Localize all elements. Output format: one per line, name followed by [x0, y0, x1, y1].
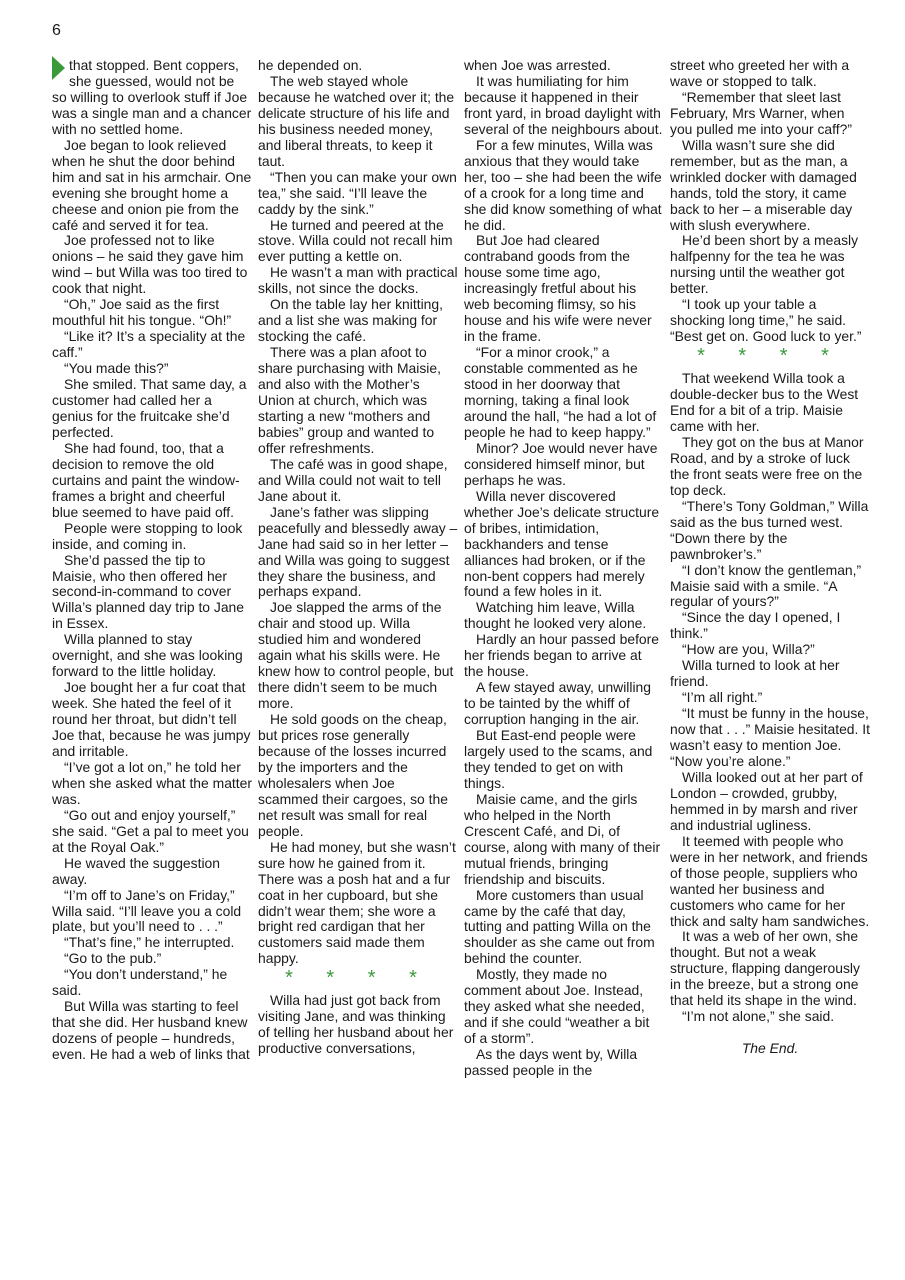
column-4-part-a [670, 58, 870, 345]
paragraph: Willa wasn’t sure she did remember, but as the man, a wrinkled docker with damaged hands, told the story, it came back to her – a miserable day with slush everywhere. [670, 136, 857, 233]
paragraph: They got on the bus at Manor Road, and by a stroke of luck the front seats were free on the top deck. [670, 433, 864, 498]
paragraph: Joe began to look relieved when he shut the door behind him and sat in his armchair. One evening she brought home a cheese and onion pie from the café and served it for tea. [52, 136, 252, 233]
paragraph: It was a web of her own, she thought. But not a weak structure, flapping dangerously in the breeze, but a strong one that held its shape in the wind. [670, 928, 860, 1009]
paragraph: Minor? Joe would never have considered himself minor, but perhaps he was. [464, 439, 658, 488]
paragraph: “How are you, Willa?” [682, 641, 815, 658]
paragraph: “Remember that sleet last February, Mrs Warner, when you pulled me into your caff?” [670, 88, 852, 137]
paragraph: But Willa was starting to feel that she did. Her husband knew dozens of people – hundreds, even. He had a web of links that [52, 998, 250, 1063]
paragraph: “You don’t understand,” he said. [52, 966, 228, 999]
paragraph: For a few minutes, Willa was anxious that they would take her, too – she had been the wife of a crook for a long time and she did know something of what he did. [464, 136, 662, 233]
paragraph: Hardly an hour passed before her friends began to arrive at the house. [464, 631, 660, 680]
paragraph: She’d passed the tip to Maisie, who then offered her second-in-command to cover Willa’s planned day trip to Jane in Essex. [52, 551, 245, 632]
paragraph: “I don’t know the gentleman,” Maisie said with a smile. “A regular of yours?” [670, 561, 862, 610]
paragraph: “You made this?” [64, 360, 169, 377]
paragraph: “I’m off to Jane’s on Friday,” Willa said. “I’ll leave you a cold plate, but you’ll need to . . .” [52, 886, 242, 935]
paragraph: “I took up your table a shocking long time,” he said. “Best get on. Good luck to yer.” [670, 296, 862, 345]
paragraph: “I’m all right.” [682, 689, 763, 706]
paragraph: More customers than usual came by the café that day, tutting and patting Willa on the shoulder as she came out from behind the counter. [464, 886, 655, 967]
column-2-part-b [258, 993, 458, 1057]
paragraph: Willa planned to stay overnight, and she was looking forward to the little holiday. [52, 631, 243, 680]
paragraph: Willa turned to look at her friend. [670, 657, 840, 690]
paragraph: She smiled. That same day, a customer had called her a genius for the fruitcake she’d perfected. [52, 376, 247, 440]
page-number: 6 [52, 22, 61, 39]
column-3 [464, 58, 664, 1079]
section-separator: * * * * [285, 967, 431, 990]
paragraph: he depended on. [258, 57, 363, 73]
the-end: The End. [741, 1040, 799, 1057]
paragraph: “There’s Tony Goldman,” Willa said as the bus turned west. “Down there by the pawnbroker’s.” [670, 497, 869, 562]
paragraph: People were stopping to look inside, and coming in. [52, 519, 243, 552]
column-1 [52, 58, 252, 1063]
paragraph: Jane’s father was slipping peacefully and blessedly away – Jane had said so in her letter – and Willa was going to suggest they share the business, and perhaps expand. [258, 503, 458, 600]
paragraph: Joe slapped the arms of the chair and stood up. Willa studied him and wondered again what his skills were. He knew how to control people, but there didn’t seem to be much more. [258, 599, 454, 712]
column-2 [258, 58, 458, 1057]
paragraph: On the table lay her knitting, and a list she was making for stocking the café. [258, 296, 443, 345]
paragraph: “For a minor crook,” a constable commented as he stood in her doorway that morning, taking a final look around the hall, “he had a lot of people he had to keep happy.” [464, 344, 657, 440]
paragraph: “I’m not alone,” she said. [682, 1008, 835, 1025]
paragraph: “It must be funny in the house, now that . . .” Maisie hesitated. It wasn’t easy to mention Joe. “Now you’re alone.” [670, 705, 870, 769]
paragraph: A few stayed away, unwilling to be tainted by the whiff of corruption hanging in the air. [464, 679, 652, 728]
paragraph: He waved the suggestion away. [52, 854, 220, 887]
paragraph: street who greeted her with a wave or stopped to talk. [670, 57, 850, 89]
paragraph: “Then you can make your own tea,” she said. “I’ll leave the caddy by the sink.” [258, 168, 457, 217]
paragraph: “Oh,” Joe said as the first mouthful hit his tongue. “Oh!” [52, 296, 232, 329]
continuation-marker-icon [52, 56, 65, 80]
paragraph: Joe professed not to like onions – he said they gave him wind – but Willa was too tired to cook that night. [52, 232, 248, 297]
paragraph: As the days went by, Willa passed people in the [464, 1046, 638, 1079]
paragraph: He had money, but she wasn’t sure how he gained from it. There was a posh hat and a fur coat in her cupboard, but she didn’t wear them; she wore a bright red cardigan that her customers said made them happy. [258, 838, 456, 967]
paragraph: Watching him leave, Willa thought he looked very alone. [464, 599, 647, 632]
paragraph: But Joe had cleared contraband goods from the house some time ago, increasingly fretful about his web becoming flimsy, so his house and his wife were never in the frame. [464, 232, 652, 345]
paragraph: “I’ve got a lot on,” he told her when she asked what the matter was. [52, 758, 252, 807]
paragraph: He turned and peered at the stove. Willa could not recall him ever putting a kettle on. [258, 216, 453, 265]
paragraph: He sold goods on the cheap, but prices rose generally because of the losses incurred by the importers and the wholesalers when Joe scammed their cargoes, so the net result was small for real people. [258, 711, 448, 839]
paragraph: that stopped. Bent coppers, she guessed, would not be so willing to overlook stuff if Joe was a single man and a chancer with no settled home. [52, 57, 252, 137]
paragraph: Willa looked out at her part of London – crowded, grubby, hemmed in by marsh and river and industrial ugliness. [670, 768, 863, 833]
paragraph: He wasn’t a man with practical skills, not since the docks. [258, 264, 458, 297]
paragraph: He’d been short by a measly halfpenny for the tea he was nursing until the weather got better. [670, 232, 859, 297]
paragraph: “Go out and enjoy yourself,” she said. “Get a pal to meet you at the Royal Oak.” [52, 806, 249, 855]
paragraph: There was a plan afoot to share purchasing with Maisie, and also with the Mother’s Union at church, which was starting a new “mothers and babies” group and wanted to offer refreshments. [258, 344, 441, 456]
paragraph: Mostly, they made no comment about Joe. Instead, they asked what she needed, and if she could “weather a bit of a storm”. [464, 966, 650, 1047]
paragraph: when Joe was arrested. [464, 57, 611, 73]
paragraph: But East-end people were largely used to the scams, and they tended to get on with things. [464, 727, 653, 791]
paragraph: “Since the day I opened, I think.” [670, 609, 841, 642]
column-4 [670, 58, 870, 1057]
paragraph: It was humiliating for him because it happened in their front yard, in broad daylight with several of the neighbours about. [464, 72, 663, 137]
paragraph: The web stayed whole because he watched over it; the delicate structure of his life and his business needed money, and liberal threats, to keep it taut. [258, 72, 455, 169]
column-2-part-a [258, 58, 458, 967]
column-4-part-b [670, 371, 870, 1025]
paragraph: “Go to the pub.” [64, 950, 162, 967]
paragraph: “That’s fine,” he interrupted. [64, 934, 235, 951]
paragraph: Willa never discovered whether Joe’s delicate structure of bribes, intimidation, backhanders and tense alliances had broken, or if the non-bent coppers had merely found a few holes in it. [464, 487, 660, 600]
paragraph: “Like it? It’s a speciality at the caff.” [52, 328, 246, 361]
section-separator: * * * * [697, 345, 843, 368]
paragraph: Willa had just got back from visiting Jane, and was thinking of telling her husband about her productive conversations, [258, 992, 454, 1057]
paragraph: The café was in good shape, and Willa could not wait to tell Jane about it. [258, 455, 448, 504]
paragraph: That weekend Willa took a double-decker bus to the West End for a bit of a trip. Maisie came with her. [670, 370, 859, 434]
paragraph: Maisie came, and the girls who helped in the North Crescent Café, and Di, of course, along with many of their mutual friends, bringing friendship and biscuits. [464, 790, 661, 887]
paragraph: She had found, too, that a decision to remove the old curtains and paint the window-frames a bright and cheerful blue seemed to have paid off. [52, 439, 240, 520]
paragraph: Joe bought her a fur coat that week. She hated the feel of it round her throat, but didn’t tell Joe that, because he was jumpy and irritable. [52, 679, 251, 759]
paragraph: It teemed with people who were in her network, and friends of those people, suppliers who wanted her business and customers who came for her thick and salty ham sandwiches. [670, 832, 870, 929]
